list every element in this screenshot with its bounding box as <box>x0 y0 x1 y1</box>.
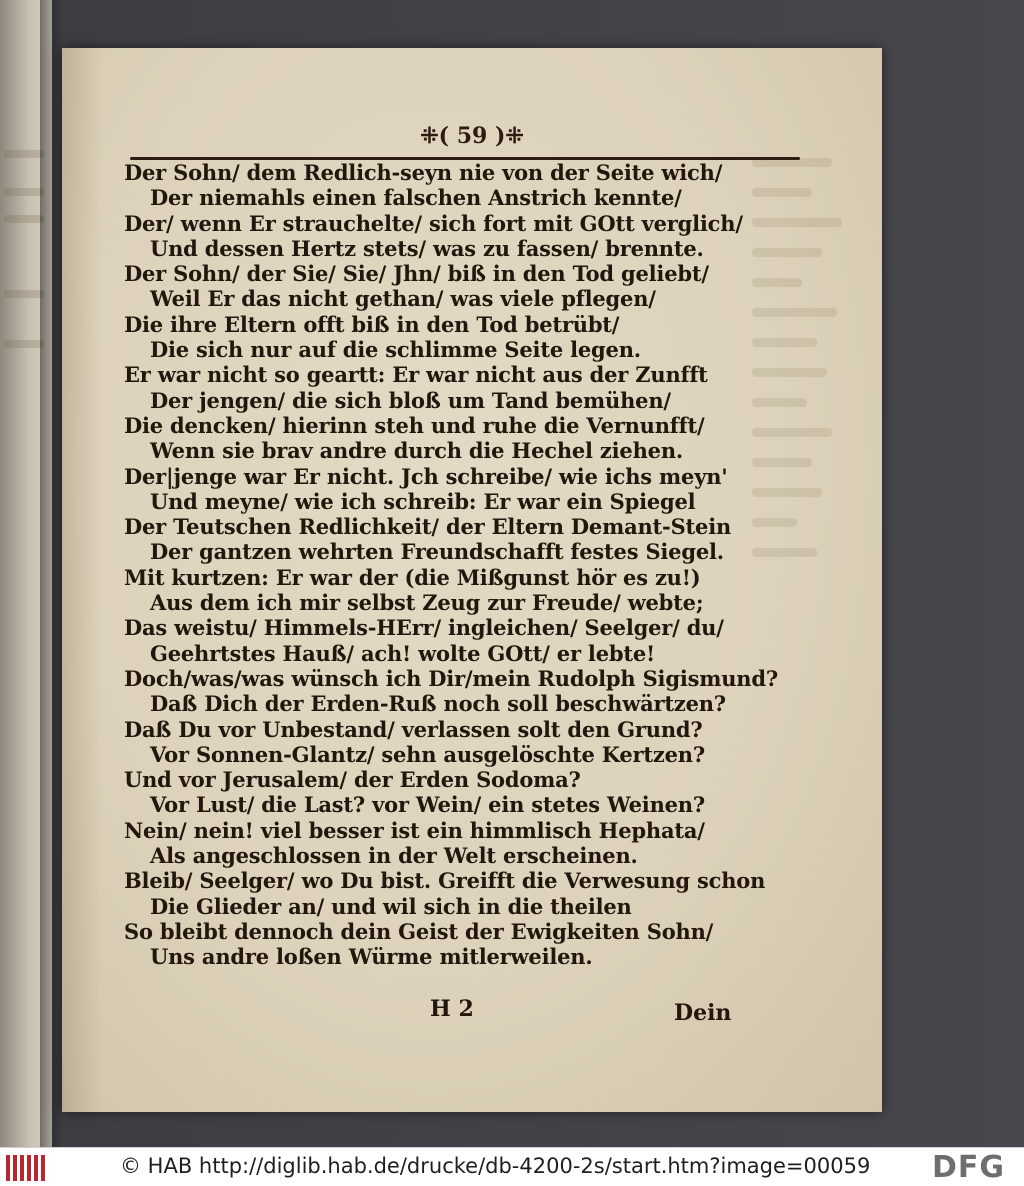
hab-logo-icon[interactable] <box>6 1155 48 1181</box>
text-line: Vor Sonnen-Glantz/ sehn ausgelöschte Kertzen? <box>150 741 705 767</box>
text-line: Mit kurtzen: Er war der (die Mißgunst hör es zu!) <box>124 564 701 590</box>
text-line: Und meyne/ wie ich schreib: Er war ein Spiegel <box>150 488 696 514</box>
text-line: Daß Dich der Erden-Ruß noch soll beschwärtzen? <box>150 691 726 717</box>
binding-shadow <box>40 0 64 1147</box>
text-line: Die sich nur auf die schlimme Seite legen. <box>150 337 641 363</box>
text-line: Daß Du vor Unbestand/ verlassen solt den Grund? <box>124 716 703 742</box>
text-line: Die Glieder an/ und wil sich in die theilen <box>150 893 632 919</box>
text-line: Er war nicht so geartt: Er war nicht aus der Zunfft <box>124 362 708 388</box>
text-line: Weil Er das nicht gethan/ was viele pflegen/ <box>150 286 656 312</box>
text-line: Aus dem ich mir selbst Zeug zur Freude/ webte; <box>150 590 704 616</box>
page-number: ⁜( 59 )⁜ <box>420 123 524 149</box>
text-line: Und vor Jerusalem/ der Erden Sodoma? <box>124 767 581 793</box>
text-line: So bleibt dennoch dein Geist der Ewigkeiten Sohn/ <box>124 918 714 944</box>
text-line: Der Sohn/ der Sie/ Sie/ Jhn/ biß in den Tod geliebt/ <box>124 261 709 287</box>
page-foot <box>62 996 882 1026</box>
text-line: Als angeschlossen in der Welt erscheinen. <box>150 843 638 869</box>
bleed-through-mark <box>4 150 44 158</box>
poem-text <box>124 160 814 970</box>
copyright-link[interactable]: © HAB http://diglib.hab.de/drucke/db-4200-2s/start.htm?image=00059 <box>120 1154 871 1178</box>
bleed-through-mark <box>4 340 44 348</box>
bleed-through-mark <box>4 290 44 298</box>
text-line: Das weistu/ Himmels-HErr/ ingleichen/ Seelger/ du/ <box>124 615 724 641</box>
text-line: Der Teutschen Redlichkeit/ der Eltern Demant-Stein <box>124 514 732 540</box>
catchword: Dein <box>674 1000 732 1026</box>
text-line: Nein/ nein! viel besser ist ein himmlisch Hephata/ <box>124 817 705 843</box>
text-line: Wenn sie brav andre durch die Hechel ziehen. <box>150 438 684 464</box>
text-line: Doch/was/was wünsch ich Dir/mein Rudolph Sigismund? <box>124 665 778 691</box>
text-line: Der|jenge war Er nicht. Jch schreibe/ wie ichs meyn' <box>124 463 728 489</box>
scanned-page <box>62 48 882 1112</box>
text-line: Der gantzen wehrten Freundschafft festes Siegel. <box>150 539 724 565</box>
signature-mark: H 2 <box>430 996 474 1022</box>
text-line: Der jengen/ die sich bloß um Tand bemühen/ <box>150 387 671 413</box>
bleed-through-mark <box>4 215 44 223</box>
dfg-logo[interactable]: DFG <box>932 1150 1006 1185</box>
text-line: Der niemahls einen falschen Anstrich kennte/ <box>150 185 682 211</box>
text-line: Der Sohn/ dem Redlich-seyn nie von der Seite wich/ <box>124 160 723 185</box>
text-line: Die dencken/ hierinn steh und ruhe die Vernunfft/ <box>124 412 705 438</box>
text-line: Bleib/ Seelger/ wo Du bist. Greifft die Verwesung schon <box>124 868 766 894</box>
footer-bar <box>0 1147 1024 1186</box>
bleed-through-mark <box>4 188 44 196</box>
text-line: Geehrtstes Hauß/ ach! wolte GOtt/ er lebte! <box>150 640 656 666</box>
text-line: Vor Lust/ die Last? vor Wein/ ein stetes Weinen? <box>150 792 705 818</box>
text-line: Die ihre Eltern offt biß in den Tod betrübt/ <box>124 311 620 337</box>
text-line: Uns andre loßen Würme mitlerweilen. <box>150 944 593 970</box>
text-line: Und dessen Hertz stets/ was zu fassen/ brennte. <box>150 235 704 261</box>
text-line: Der/ wenn Er strauchelte/ sich fort mit GOtt verglich/ <box>124 210 743 236</box>
